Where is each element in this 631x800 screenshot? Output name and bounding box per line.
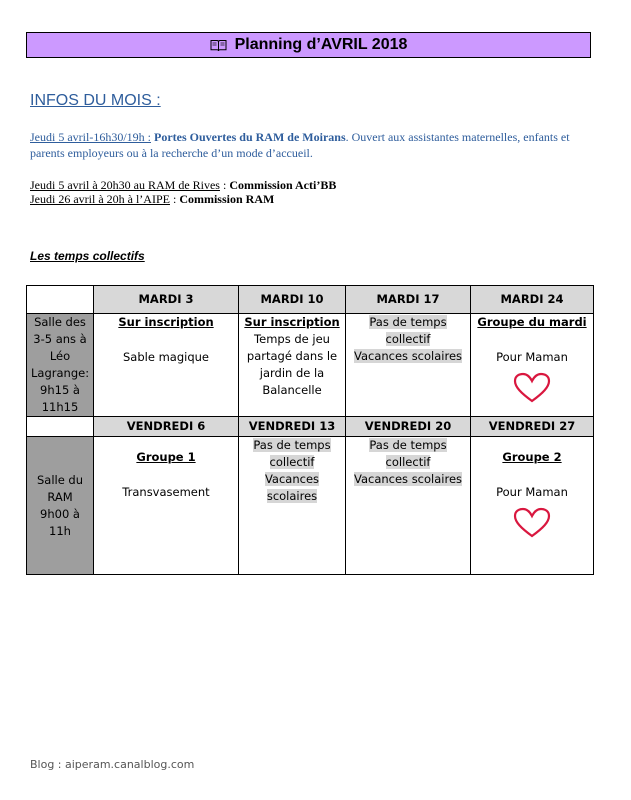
activity-heading: Sur inscription (118, 315, 214, 329)
activity-heading: Groupe du mardi (477, 315, 587, 329)
day-header: VENDREDI 6 (94, 417, 239, 437)
section-title: Les temps collectifs (30, 249, 145, 263)
tuesday-row (27, 314, 594, 417)
heart-icon (512, 372, 552, 404)
planning-table (26, 285, 594, 575)
activity-text: Pour Maman (496, 485, 568, 499)
schedule-cell (471, 437, 594, 575)
tuesday-header-row (27, 286, 594, 314)
location-cell (27, 437, 94, 575)
day-header: MARDI 10 (239, 286, 346, 314)
separator: : (169, 192, 180, 206)
location-label: Salle des 3-5 ans à Léo Lagrange: 9h15 à 11h15 (31, 315, 90, 414)
empty-corner-cell (27, 286, 94, 314)
separator: : (219, 178, 230, 192)
holiday-text: Vacances scolaires (353, 472, 463, 486)
activity-text: Temps de jeu partagé dans le jardin de la Balancelle (246, 332, 338, 397)
day-header: MARDI 17 (346, 286, 471, 314)
ram-date: Jeudi 26 avril à 20h à l’AIPE (30, 192, 170, 206)
empty-corner-cell (27, 417, 94, 437)
no-session-text: Pas de temps collectif (369, 315, 447, 346)
schedule-cell (239, 437, 346, 575)
day-header: VENDREDI 27 (471, 417, 594, 437)
holiday-text: Vacances scolaires (353, 349, 463, 363)
infos-paragraph-open-doors (30, 129, 590, 161)
day-header: VENDREDI 20 (346, 417, 471, 437)
friday-row (27, 437, 594, 575)
location-label: Salle du RAM 9h00 à 11h (36, 472, 84, 538)
heart-icon (512, 507, 552, 539)
no-session-text: Pas de temps collectif (369, 438, 447, 469)
page-title: Planning d’AVRIL 2018 (234, 36, 408, 53)
schedule-cell (94, 314, 239, 417)
location-cell (27, 314, 94, 417)
schedule-cell (239, 314, 346, 417)
title-bar (26, 32, 591, 58)
day-header: MARDI 24 (471, 286, 594, 314)
open-doors-title: Portes Ouvertes du RAM de Moirans (153, 130, 346, 144)
activity-heading: Groupe 1 (136, 450, 196, 464)
no-session-text: Pas de temps collectif (253, 438, 331, 469)
schedule-cell (471, 314, 594, 417)
book-icon (210, 39, 227, 52)
friday-header-row (27, 417, 594, 437)
ram-title: Commission RAM (179, 192, 275, 206)
open-doors-text: . Ouvert aux assistantes maternelles, enfants et parents employeurs ou à la recherche d’un mode d’accueil. (30, 130, 570, 160)
activity-heading: Sur inscription (244, 315, 340, 329)
footer-blog: Blog : aiperam.canalblog.com (30, 758, 195, 771)
infos-paragraph-ram (30, 191, 590, 207)
schedule-cell (94, 437, 239, 575)
day-header: MARDI 3 (94, 286, 239, 314)
holiday-text: Vacances scolaires (264, 472, 320, 503)
schedule-cell (346, 437, 471, 575)
day-header: VENDREDI 13 (239, 417, 346, 437)
schedule-cell (346, 314, 471, 417)
activity-text: Sable magique (123, 350, 209, 364)
activity-heading: Groupe 2 (502, 450, 562, 464)
infos-title: INFOS DU MOIS : (30, 92, 161, 109)
acti-bb-title: Commission Acti’BB (229, 178, 337, 192)
activity-text: Transvasement (122, 485, 210, 499)
acti-bb-date: Jeudi 5 avril à 20h30 au RAM de Rives (30, 178, 220, 192)
activity-text: Pour Maman (496, 350, 568, 364)
open-doors-date: Jeudi 5 avril-16h30/19h : (30, 130, 151, 144)
